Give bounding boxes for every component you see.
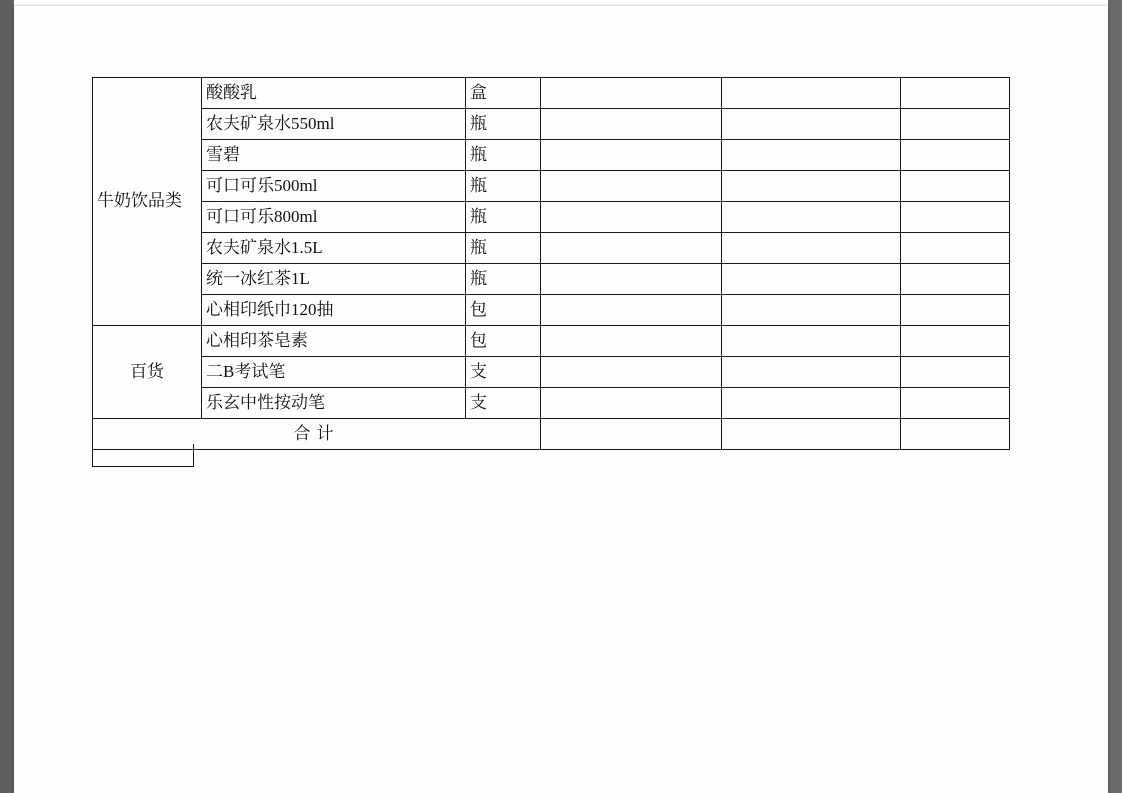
price-cell [722,295,901,326]
product-unit: 瓶 [466,233,541,264]
quantity-cell [541,78,722,109]
order-table [92,77,1010,450]
price-cell [722,202,901,233]
category-cell-beverages: 牛奶饮品类 [93,78,202,326]
amount-cell [901,202,1010,233]
product-name: 农夫矿泉水550ml [202,109,466,140]
quantity-cell [541,326,722,357]
table-row [93,202,1010,233]
table-row [93,78,1010,109]
total-label: 合计 [93,419,541,450]
category-cell-general-goods: 百货 [93,326,202,419]
total-price-cell [722,419,901,450]
table-row [93,264,1010,295]
amount-cell [901,171,1010,202]
product-name: 心相印纸巾120抽 [202,295,466,326]
quantity-cell [541,264,722,295]
product-unit: 瓶 [466,264,541,295]
table-row [93,295,1010,326]
product-name: 可口可乐800ml [202,202,466,233]
amount-cell [901,357,1010,388]
scan-border-left [0,0,14,793]
amount-cell [901,295,1010,326]
amount-cell [901,326,1010,357]
table-row [93,388,1010,419]
amount-cell [901,78,1010,109]
table-row [93,109,1010,140]
table-row [93,171,1010,202]
quantity-cell [541,140,722,171]
product-unit: 瓶 [466,109,541,140]
table-row [93,233,1010,264]
product-unit: 包 [466,326,541,357]
product-name: 统一冰红茶1L [202,264,466,295]
product-name: 可口可乐500ml [202,171,466,202]
product-unit: 瓶 [466,171,541,202]
price-cell [722,171,901,202]
amount-cell [901,109,1010,140]
quantity-cell [541,233,722,264]
amount-cell [901,233,1010,264]
product-unit: 包 [466,295,541,326]
price-cell [722,357,901,388]
quantity-cell [541,109,722,140]
price-cell [722,233,901,264]
table-tail-box [92,444,194,467]
quantity-cell [541,202,722,233]
total-amount-cell [901,419,1010,450]
product-unit: 支 [466,388,541,419]
price-cell [722,78,901,109]
table-row [93,326,1010,357]
price-cell [722,140,901,171]
amount-cell [901,388,1010,419]
price-cell [722,264,901,295]
price-cell [722,109,901,140]
table-row [93,140,1010,171]
table-row-total [93,419,1010,450]
product-unit: 瓶 [466,202,541,233]
total-quantity-cell [541,419,722,450]
product-name: 农夫矿泉水1.5L [202,233,466,264]
amount-cell [901,140,1010,171]
price-cell [722,326,901,357]
amount-cell [901,264,1010,295]
table-row [93,357,1010,388]
scan-border-right [1108,0,1122,793]
product-unit: 瓶 [466,140,541,171]
product-name: 乐玄中性按动笔 [202,388,466,419]
product-name: 心相印茶皂素 [202,326,466,357]
product-unit: 盒 [466,78,541,109]
quantity-cell [541,295,722,326]
scanned-document-page [14,6,1108,793]
quantity-cell [541,171,722,202]
quantity-cell [541,388,722,419]
quantity-cell [541,357,722,388]
product-name: 雪碧 [202,140,466,171]
product-name: 二B考试笔 [202,357,466,388]
order-table-container [92,77,1010,450]
price-cell [722,388,901,419]
product-unit: 支 [466,357,541,388]
product-name: 酸酸乳 [202,78,466,109]
order-table-body [93,78,1010,450]
